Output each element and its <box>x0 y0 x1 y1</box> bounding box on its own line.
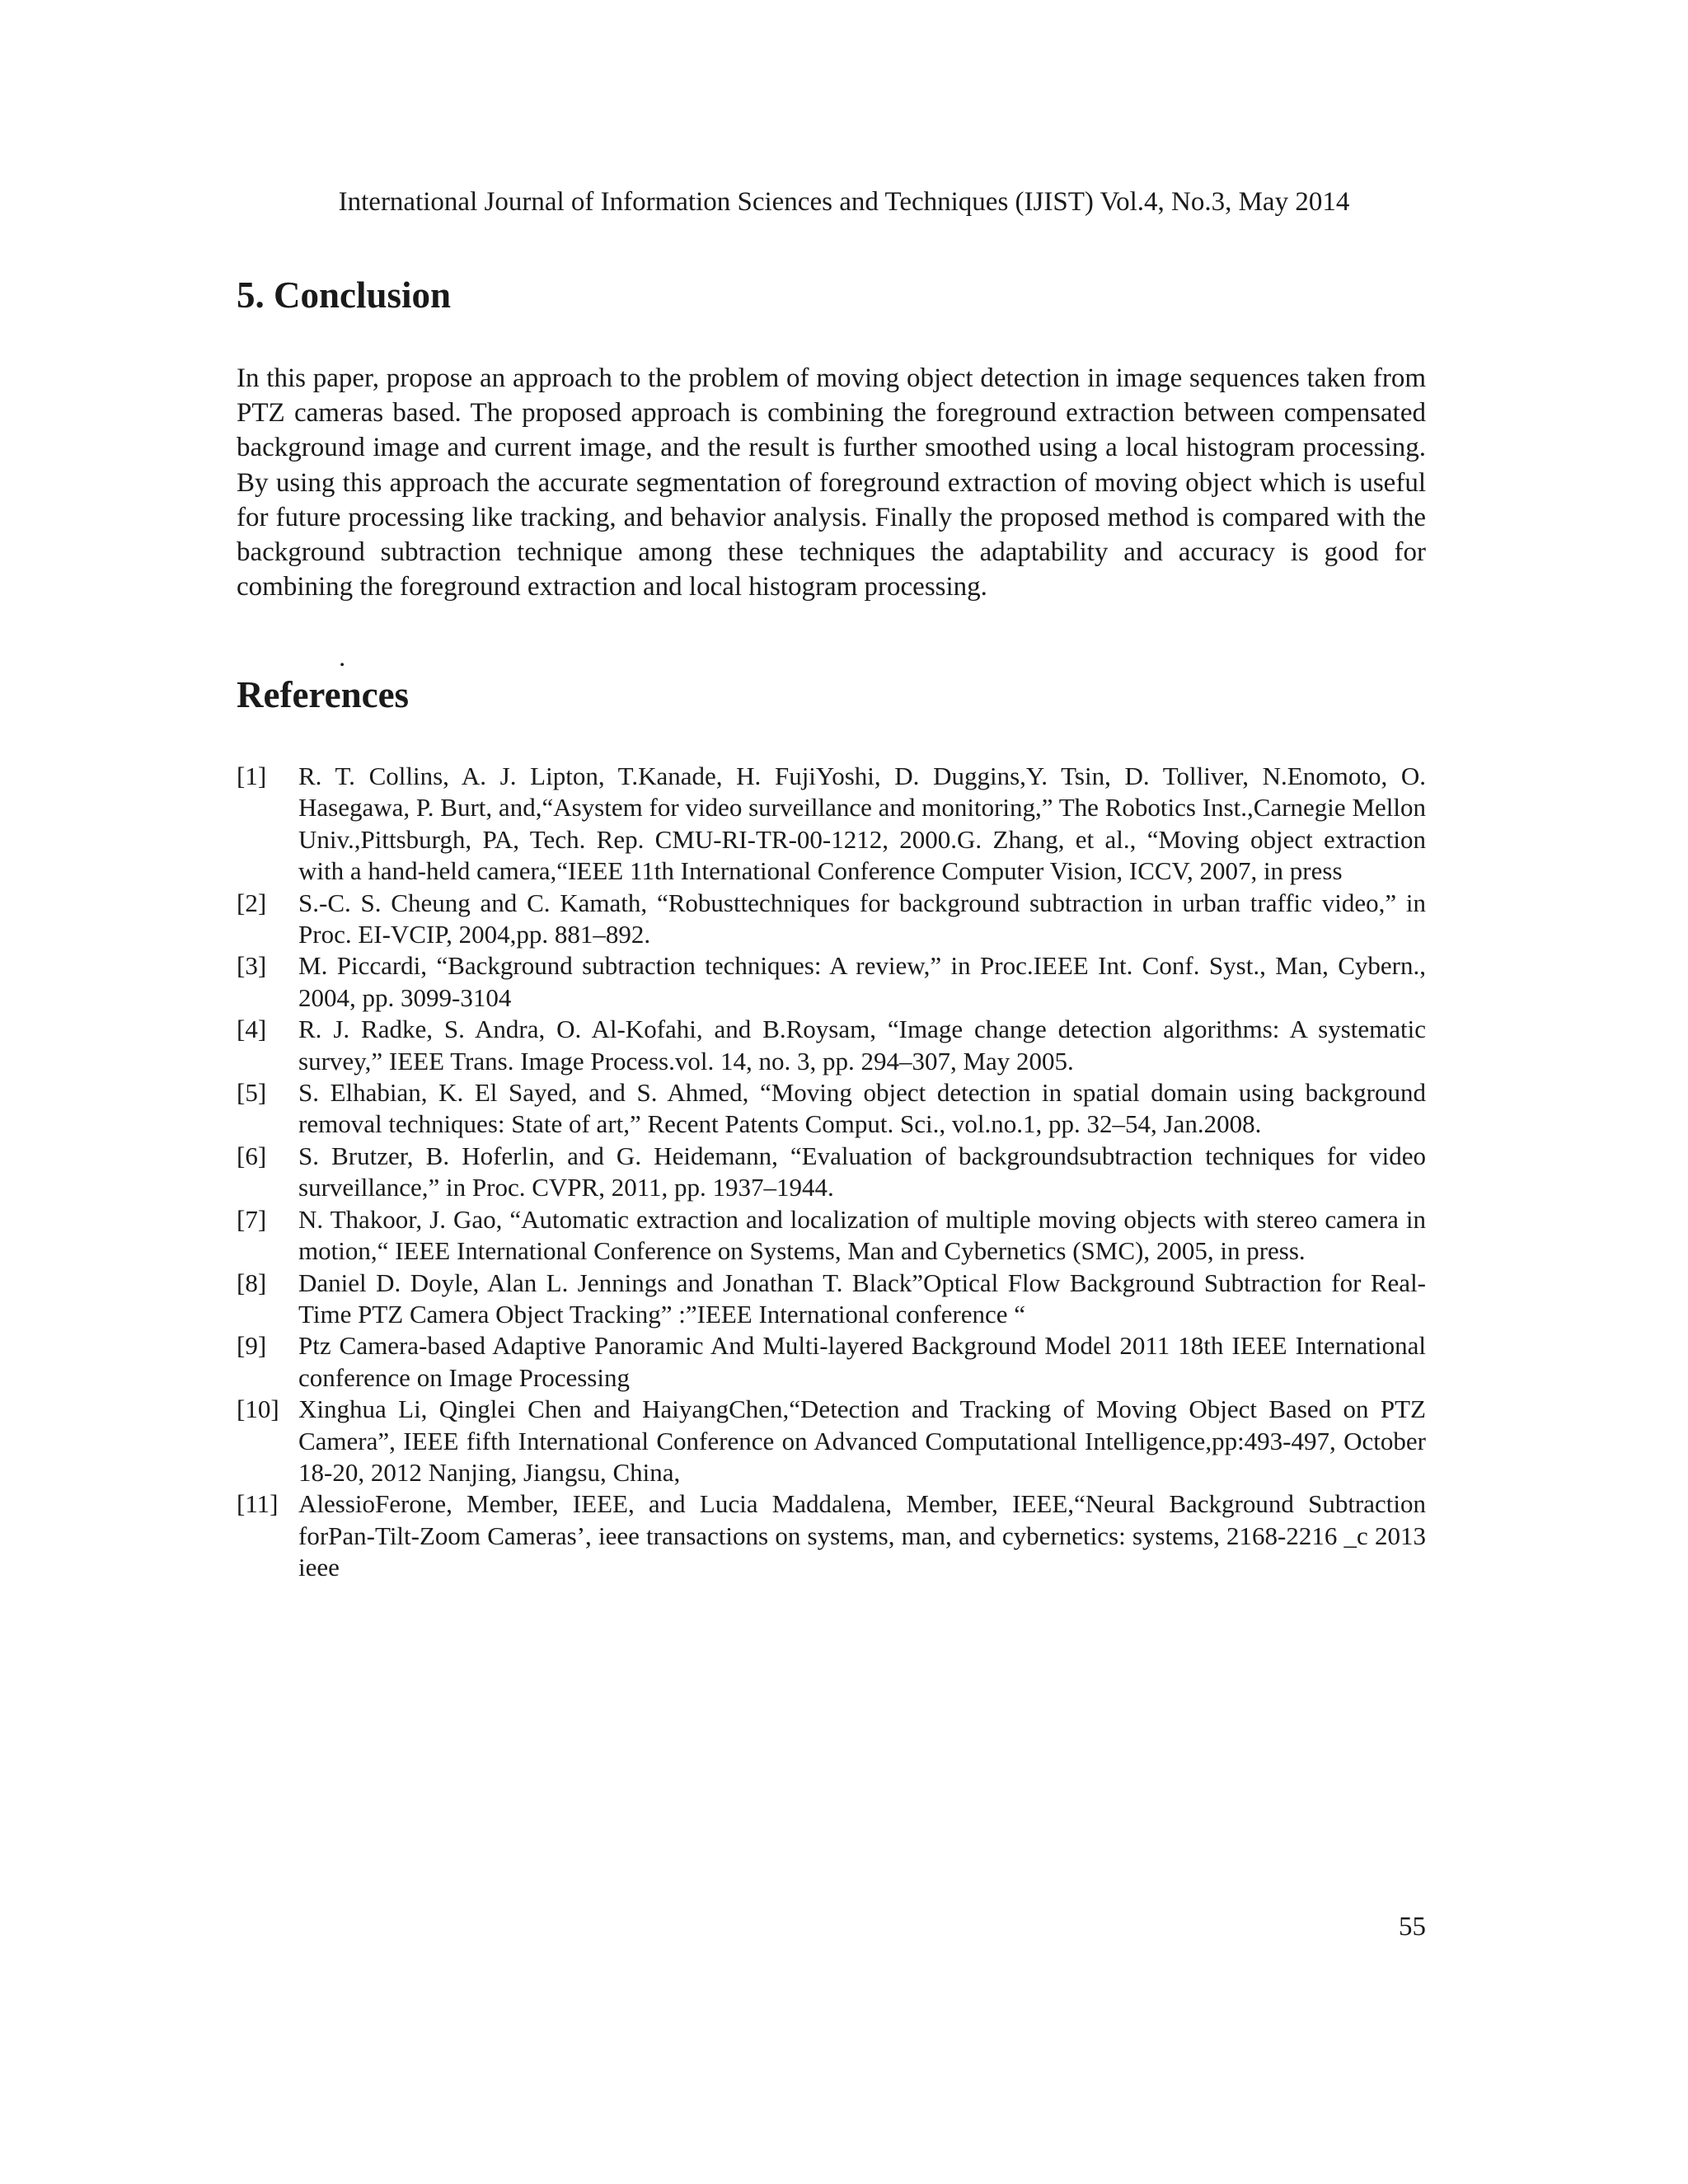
reference-text: N. Thakoor, J. Gao, “Automatic extraction and localization of multiple moving objects with stereo camera in motion,“ IEEE International Conference on Systems, Man and Cybernetics (SMC), 2005, in press. <box>298 1204 1426 1266</box>
reference-list <box>237 761 1426 1584</box>
reference-number: [2] <box>237 888 267 917</box>
reference-text: S. Elhabian, K. El Sayed, and S. Ahmed, “Moving object detection in spatial domain using background removal techniques: State of art,” Recent Patents Comput. Sci., vol.no.1, pp. 32–54, Jan.2008. <box>298 1078 1426 1139</box>
reference-text: Daniel D. Doyle, Alan L. Jennings and Jonathan T. Black”Optical Flow Background Subtraction for Real-Time PTZ Camera Object Tracking” :”IEEE International conference “ <box>298 1268 1426 1329</box>
reference-number: [5] <box>237 1078 267 1108</box>
page-number: 55 <box>1399 1912 1426 1942</box>
reference-text: R. J. Radke, S. Andra, O. Al-Kofahi, and B.Roysam, “Image change detection algorithms: A systematic survey,” IEEE Trans. Image Process.vol. 14, no. 3, pp. 294–307, May 2005. <box>298 1015 1426 1076</box>
reference-number: [8] <box>237 1268 267 1297</box>
reference-number: [7] <box>237 1204 267 1234</box>
reference-item <box>237 950 1426 1014</box>
reference-number: [10] <box>237 1394 279 1424</box>
reference-item <box>237 1330 1426 1394</box>
reference-item <box>237 1141 1426 1204</box>
reference-number: [11] <box>237 1489 279 1519</box>
section-heading-references: References <box>237 674 410 715</box>
reference-text: R. T. Collins, A. J. Lipton, T.Kanade, H. FujiYoshi, D. Duggins,Y. Tsin, D. Tolliver, N.Enomoto, O. Hasegawa, P. Burt, and,“Asystem for video surveillance and monitoring,” The Robotics Inst.,Carnegie Mellon Univ.,Pittsburgh, PA, Tech. Rep. CMU-RI-TR-00-1212, 2000.G. Zhang, et al., “Moving object extraction with a hand-held camera,“IEEE 11th International Conference Computer Vision, ICCV, 2007, in press <box>298 762 1426 886</box>
conclusion-paragraph: In this paper, propose an approach to the problem of moving object detection in image sequences taken from PTZ cameras based. The proposed approach is combining the foreground extraction between compensated background image and current image, and the result is further smoothed using a local histogram processing. By using this approach the accurate segmentation of foreground extraction of moving object which is useful for future processing like tracking, and behavior analysis. Finally the proposed method is compared with the background subtraction technique among these techniques the adaptability and accuracy is good for combining the foreground extraction and local histogram processing. <box>237 363 1426 602</box>
reference-text: Xinghua Li, Qinglei Chen and HaiyangChen,“Detection and Tracking of Moving Object Based on PTZ Camera”, IEEE fifth International Conference on Advanced Computational Intelligence,pp:493-497, October 18-20, 2012 Nanjing, Jiangsu, China, <box>298 1394 1426 1487</box>
reference-item <box>237 1014 1426 1077</box>
reference-item <box>237 1268 1426 1331</box>
reference-text: M. Piccardi, “Background subtraction techniques: A review,” in Proc.IEEE Int. Conf. Syst., Man, Cybern., 2004, pp. 3099-3104 <box>298 951 1426 1012</box>
reference-item <box>237 888 1426 951</box>
reference-item <box>237 1204 1426 1268</box>
reference-number: [4] <box>237 1015 267 1044</box>
reference-text: Ptz Camera-based Adaptive Panoramic And Multi-layered Background Model 2011 18th IEEE International conference on Image Processing <box>298 1331 1426 1392</box>
reference-number: [6] <box>237 1141 267 1170</box>
reference-text: AlessioFerone, Member, IEEE, and Lucia Maddalena, Member, IEEE,“Neural Background Subtraction forPan-Tilt-Zoom Cameras’, ieee transactions on systems, man, and cybernetics: systems, 2168-2216 _c 2013 ieee <box>298 1489 1426 1582</box>
reference-number: [9] <box>237 1331 267 1361</box>
running-header: International Journal of Information Sciences and Techniques (IJIST) Vol.4, No.3, May 2014 <box>338 187 1350 217</box>
reference-item <box>237 1488 1426 1583</box>
reference-number: [3] <box>237 951 267 981</box>
reference-number: [1] <box>237 762 267 790</box>
section-heading-conclusion: 5. Conclusion <box>237 274 452 316</box>
reference-item <box>237 1394 1426 1488</box>
reference-item <box>237 1077 1426 1141</box>
reference-text: S. Brutzer, B. Hoferlin, and G. Heidemann, “Evaluation of backgroundsubtraction techniques for video surveillance,” in Proc. CVPR, 2011, pp. 1937–1944. <box>298 1141 1426 1202</box>
reference-item <box>237 761 1426 888</box>
reference-text: S.-C. S. Cheung and C. Kamath, “Robusttechniques for background subtraction in urban traffic video,” in Proc. EI-VCIP, 2004,pp. 881–892. <box>298 888 1426 949</box>
stray-mark: . <box>339 643 346 673</box>
